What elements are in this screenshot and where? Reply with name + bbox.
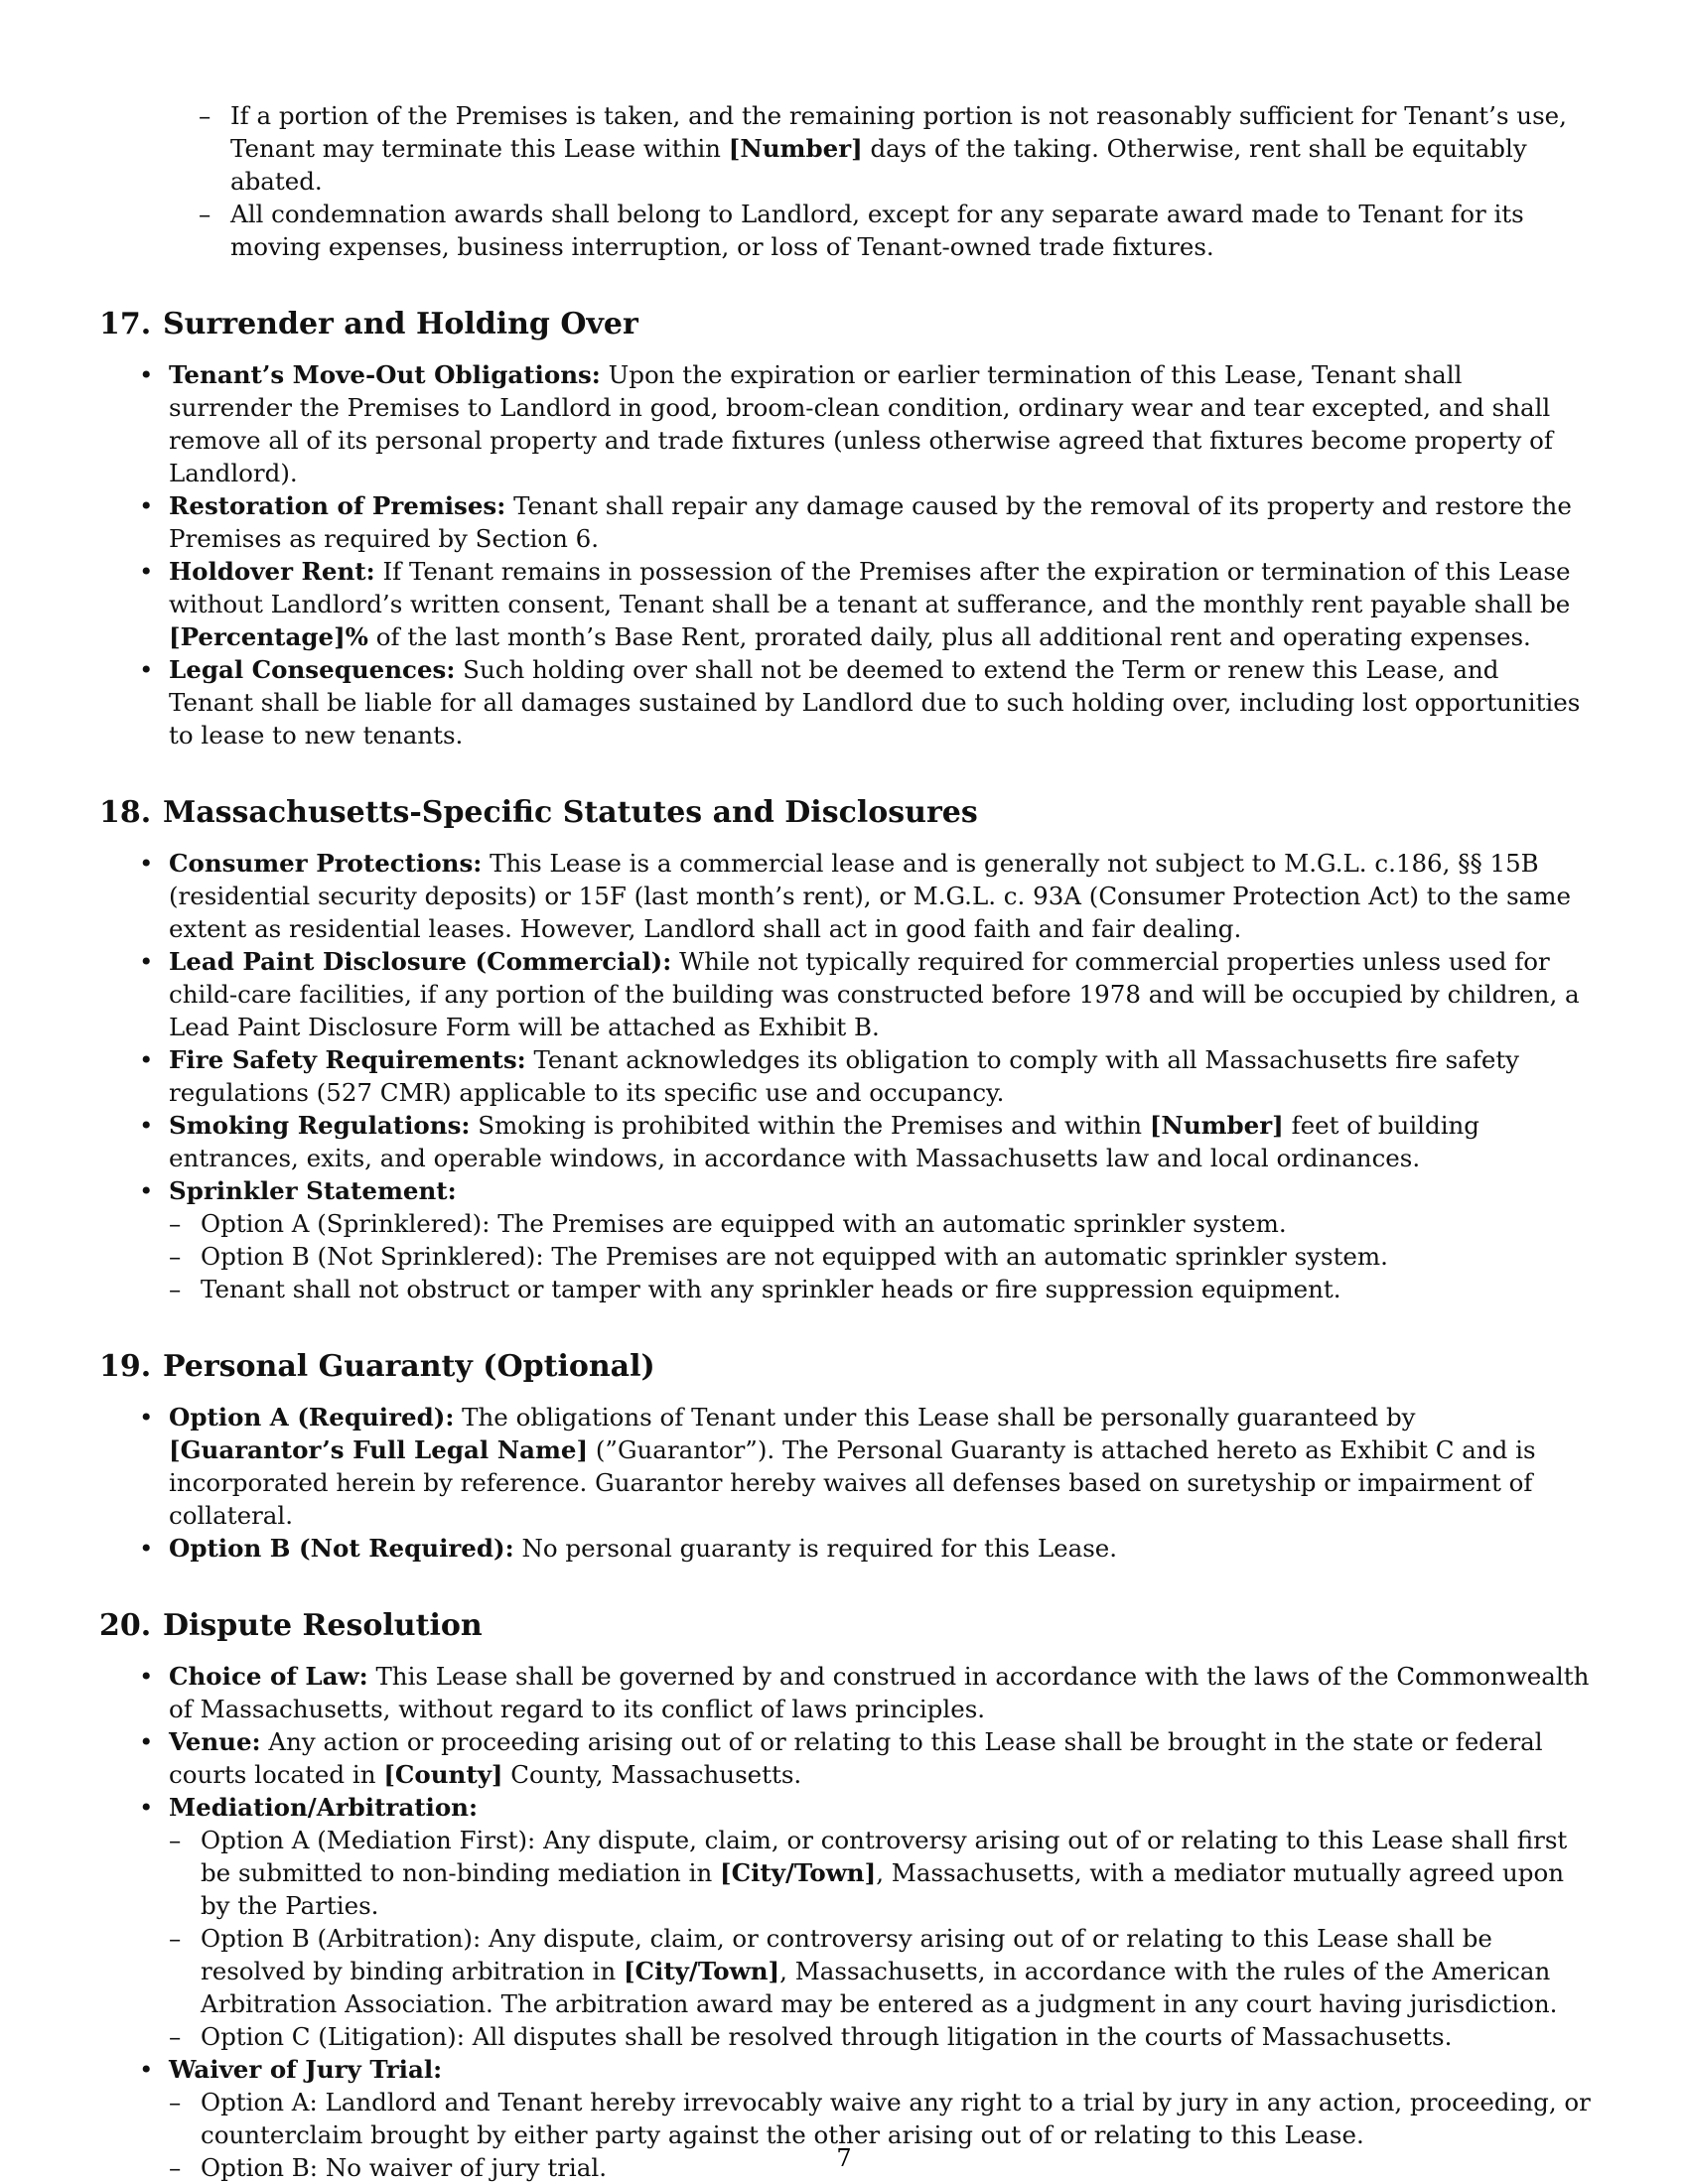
sub-list-item: – Option B (Not Sprinklered): The Premises are not equipped with an automatic sprinkler system.: [169, 1240, 1591, 1273]
list-item: • Sprinkler Statement: – Option A (Sprinklered): The Premises are equipped with an automatic sprinkler system. – Option B (Not Sprinklered): The Premises are not equipped with an automatic sprinkler system. – Tenant shall not obstruct or tamper with any sprinkler heads or fire suppression equipment.: [99, 1174, 1591, 1305]
section-20-list: [99, 1660, 1591, 2184]
section-heading-20: 20. Dispute Resolution: [99, 1608, 483, 1643]
list-item: • Fire Safety Requirements: Tenant acknowledges its obligation to comply with all Massachusetts fire safety regulations (527 CMR) applicable to its specific use and occupancy.: [99, 1043, 1591, 1109]
list-item: • Venue: Any action or proceeding arising out of or relating to this Lease shall be brought in the state or federal courts located in [County] County, Massachusetts.: [99, 1725, 1591, 1791]
section-19-list: [99, 1401, 1591, 1565]
section-17-list: [99, 358, 1591, 751]
list-item: • Consumer Protections: This Lease is a commercial lease and is generally not subject to M.G.L. c.186, §§ 15B (residential security deposits) or 15F (last month’s rent), or M.G.L. c. 93A (Consumer Protection Act) to the same extent as residential leases. However, Landlord shall act in good faith and fair dealing.: [99, 847, 1591, 945]
section-heading-18: 18. Massachusetts-Specific Statutes and Disclosures: [99, 795, 978, 830]
sub-list-item: – Option A (Sprinklered): The Premises are equipped with an automatic sprinkler system.: [169, 1207, 1591, 1240]
document-page: [99, 0, 1591, 2184]
list-item: • Smoking Regulations: Smoking is prohibited within the Premises and within [Number] feet of building entrances, exits, and operable windows, in accordance with Massachusetts law and local ordinances.: [99, 1109, 1591, 1174]
list-item: • Lead Paint Disclosure (Commercial): While not typically required for commercial properties unless used for child-care facilities, if any portion of the building was constructed before 1978 and will be occupied by children, a Lead Paint Disclosure Form will be attached as Exhibit B.: [99, 945, 1591, 1043]
list-item: • Tenant’s Move-Out Obligations: Upon the expiration or earlier termination of this Lease, Tenant shall surrender the Premises to Landlord in good, broom-clean condition, ordinary wear and tear excepted, and shall remove all of its personal property and trade fixtures (unless otherwise agreed that fixtures become property of Landlord).: [99, 358, 1591, 489]
list-item: • Choice of Law: This Lease shall be governed by and construed in accordance with the laws of the Commonwealth of Massachusetts, without regard to its conflict of laws principles.: [99, 1660, 1591, 1725]
list-item: • Holdover Rent: If Tenant remains in possession of the Premises after the expiration or termination of this Lease without Landlord’s written consent, Tenant shall be a tenant at sufferance, and the monthly rent payable shall be [Percentage]% of the last month’s Base Rent, prorated daily, plus all additional rent and operating expenses.: [99, 555, 1591, 653]
page-number: 7: [836, 2144, 852, 2172]
section-heading-17: 17. Surrender and Holding Over: [99, 307, 638, 341]
list-item: • Mediation/Arbitration: – Option A (Mediation First): Any dispute, claim, or controversy arising out of or relating to this Lease shall first be submitted to non-binding mediation in [City/Town], Massachusetts, with a mediator mutually agreed upon by the Parties. – Option B (Arbitration): Any dispute, claim, or controversy arising out of or relating to this Lease shall be resolved by binding arbitration in [City/Town], Massachusetts, in accordance with the rules of the American Arbitration Association. The arbitration award may be entered as a judgment in any court having jurisdiction. – Option C (Litigation): All disputes shall be resolved through litigation in the courts of Massachusetts.: [99, 1791, 1591, 2053]
list-item: • Legal Consequences: Such holding over shall not be deemed to extend the Term or renew this Lease, and Tenant shall be liable for all damages sustained by Landlord due to such holding over, including lost opportunities to lease to new tenants.: [99, 653, 1591, 751]
list-item: – If a portion of the Premises is taken, and the remaining portion is not reasonably sufficient for Tenant’s use, Tenant may terminate this Lease within [Number] days of the taking. Otherwise, rent shall be equitably abated.: [99, 99, 1591, 198]
section-18-list: [99, 847, 1591, 1305]
list-item: • Option A (Required): The obligations of Tenant under this Lease shall be personally guaranteed by [Guarantor’s Full Legal Name] (”Guarantor”). The Personal Guaranty is attached hereto as Exhibit C and is incorporated herein by reference. Guarantor hereby waives all defenses based on suretyship or impairment of collateral.: [99, 1401, 1591, 1532]
sub-list-item: – Option A (Mediation First): Any dispute, claim, or controversy arising out of or relating to this Lease shall first be submitted to non-binding mediation in [City/Town], Massachusetts, with a mediator mutually agreed upon by the Parties.: [169, 1824, 1591, 1922]
section-heading-19: 19. Personal Guaranty (Optional): [99, 1349, 655, 1384]
sub-list-item: – Option B: No waiver of jury trial.: [169, 2151, 1591, 2184]
list-item: • Option B (Not Required): No personal guaranty is required for this Lease.: [99, 1532, 1591, 1565]
list-item: • Restoration of Premises: Tenant shall repair any damage caused by the removal of its property and restore the Premises as required by Section 6.: [99, 489, 1591, 555]
sub-list-item: – Option A: Landlord and Tenant hereby irrevocably waive any right to a trial by jury in any action, proceeding, or counterclaim brought by either party against the other arising out of or relating to this Lease.: [169, 2086, 1591, 2151]
section-16-continued: [99, 99, 1591, 263]
list-item: • Waiver of Jury Trial: – Option A: Landlord and Tenant hereby irrevocably waive any right to a trial by jury in any action, proceeding, or counterclaim brought by either party against the other arising out of or relating to this Lease. – Option B: No waiver of jury trial.: [99, 2053, 1591, 2184]
list-item: – All condemnation awards shall belong to Landlord, except for any separate award made to Tenant for its moving expenses, business interruption, or loss of Tenant-owned trade fixtures.: [99, 198, 1591, 263]
sub-list-item: – Tenant shall not obstruct or tamper with any sprinkler heads or fire suppression equipment.: [169, 1273, 1591, 1305]
sub-list-item: – Option B (Arbitration): Any dispute, claim, or controversy arising out of or relating to this Lease shall be resolved by binding arbitration in [City/Town], Massachusetts, in accordance with the rules of the American Arbitration Association. The arbitration award may be entered as a judgment in any court having jurisdiction.: [169, 1922, 1591, 2020]
sub-list-item: – Option C (Litigation): All disputes shall be resolved through litigation in the courts of Massachusetts.: [169, 2020, 1591, 2053]
